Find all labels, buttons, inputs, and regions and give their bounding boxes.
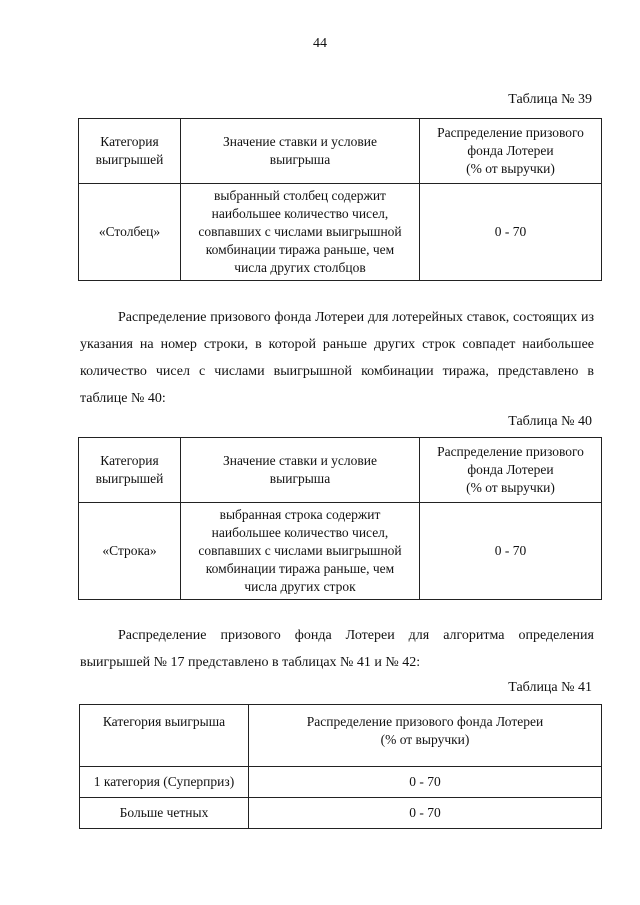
- table-row: [79, 184, 602, 281]
- cell-condition: выбранный столбец содержит наибольшее количество чисел, совпавших с числами выигрышной комбинации тиража раньше, чем числа других столбцов: [181, 184, 420, 281]
- cell-share: 0 - 70: [420, 503, 602, 600]
- cell-share: 0 - 70: [420, 184, 602, 281]
- cell-category: 1 категория (Суперприз): [80, 767, 249, 798]
- header-cell-share: Распределение призового фонда Лотереи (% от выручки): [420, 438, 602, 503]
- header-cell-category: Категория выигрышей: [79, 438, 181, 503]
- cell-category: «Строка»: [79, 503, 181, 600]
- table-row: [80, 767, 602, 798]
- cell-share: 0 - 70: [249, 798, 602, 829]
- header-cell-condition: Значение ставки и условие выигрыша: [181, 119, 420, 184]
- paragraph-2: Распределение призового фонда Лотереи для алгоритма определения выигрышей № 17 представлено в таблицах № 41 и № 42:: [80, 628, 594, 670]
- cell-condition: выбранная строка содержит наибольшее количество чисел, совпавших с числами выигрышной комбинации тиража раньше, чем числа других строк: [181, 503, 420, 600]
- table-header-row: [79, 438, 602, 503]
- table-row: [80, 798, 602, 829]
- cell-category: «Столбец»: [79, 184, 181, 281]
- page-number: 44: [313, 36, 327, 51]
- header-cell-category: Категория выигрыша: [80, 705, 249, 767]
- table-header-row: [79, 119, 602, 184]
- table-40: [78, 437, 602, 600]
- cell-share: 0 - 70: [249, 767, 602, 798]
- header-cell-share: Распределение призового фонда Лотереи (% от выручки): [249, 705, 602, 767]
- header-cell-condition: Значение ставки и условие выигрыша: [181, 438, 420, 503]
- table-41-caption: Таблица № 41: [508, 680, 592, 695]
- header-cell-share: Распределение призового фонда Лотереи (% от выручки): [420, 119, 602, 184]
- table-39: [78, 118, 602, 281]
- table-40-caption: Таблица № 40: [508, 414, 592, 429]
- table-header-row: [80, 705, 602, 767]
- table-row: [79, 503, 602, 600]
- header-cell-category: Категория выигрышей: [79, 119, 181, 184]
- table-39-caption: Таблица № 39: [508, 92, 592, 107]
- paragraph-1: Распределение призового фонда Лотереи для лотерейных ставок, состоящих из указания на номер строки, в которой раньше других строк совпадет наибольшее количество чисел с числами выигрышной комбинации тиража, представлено в таблице № 40:: [80, 310, 594, 406]
- cell-category: Больше четных: [80, 798, 249, 829]
- table-41: [79, 704, 602, 829]
